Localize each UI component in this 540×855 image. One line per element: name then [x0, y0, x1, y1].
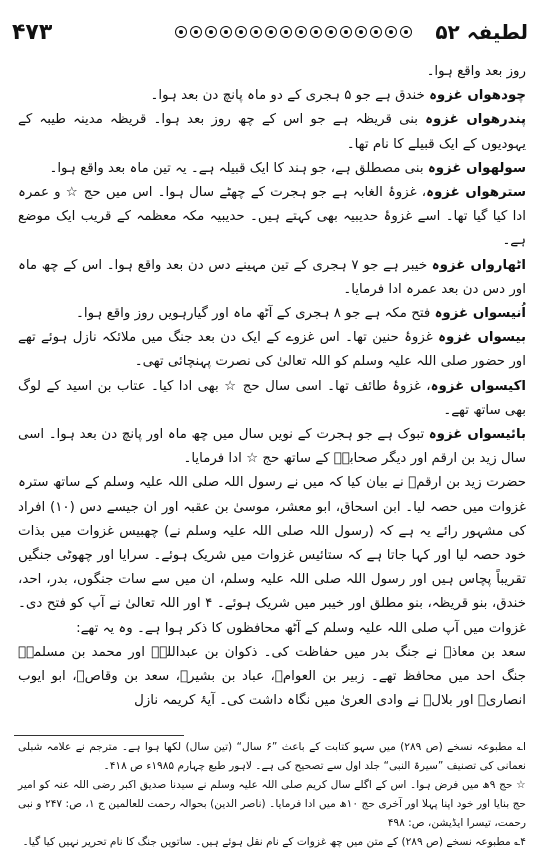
paragraph-text: خندق ہے جو ۵ ہجری کے دو ماہ پانچ دن بعد ہوا۔: [150, 88, 430, 104]
paragraph: [18, 423, 526, 471]
main-text: [18, 60, 526, 713]
page-number: ۴۷۳: [12, 20, 53, 45]
paragraph: [18, 326, 526, 374]
paragraph-lead: سولھواں غزوہ: [427, 160, 526, 176]
footnote: ا؎ مطبوعہ نسخے (ص ۲۸۹) میں سہو کتابت کے باعث ”۶ سال“ (تین سال) لکھا ہوا ہے۔ مترجم نے علامہ شبلی نعمانی کی تصنیف ”سیرۃ النبی“ جلد اول سے تصحیح کی ہے۔ لاہور طبع چہارم ۱۹۸۵ء ص ۴۱۸۔: [18, 741, 526, 772]
paragraph: [18, 375, 526, 423]
paragraph-text: بنی قریظہ ہے جو اس کے چھ روز بعد ہوا۔ قریظہ مدینہ طیبہ کے یہودیوں کے ایک قبیلے کا نام تھا۔: [18, 112, 526, 152]
paragraph-lead: بائیسواں غزوہ: [428, 427, 526, 443]
paragraph: [18, 181, 526, 254]
paragraph-lead: اکیسواں غزوہ: [430, 378, 526, 394]
footnote: ۴؎ مطبوعہ نسخے (ص ۲۸۹) کے متن میں چھ غزوات کے نام نقل ہوئے ہیں۔ ساتویں جنگ کا نام تحریر نہیں کیا گیا۔: [22, 836, 526, 848]
paragraph-text: غزوۂ حنین تھا۔ اس غزوے کے ایک دن بعد جنگ میں ملائکہ نازل ہوئے تھے اور حضور صلی اللہ علیہ وسلم کو اللہ تعالیٰ کی نصرت پہنچائی تھی۔: [18, 330, 526, 370]
paragraph-text: روز بعد واقع ہوا۔: [426, 64, 526, 79]
paragraph: [18, 254, 526, 302]
footnote-divider: [14, 735, 184, 736]
paragraph-lead: چودھواں غزوہ: [429, 88, 526, 104]
paragraph: [18, 302, 526, 326]
paragraph: [18, 108, 526, 156]
paragraph-lead: پندرھواں غزوہ: [425, 112, 526, 128]
footnotes: [18, 738, 526, 852]
paragraph: [18, 60, 526, 84]
paragraph-lead: بیسواں غزوہ: [438, 330, 527, 346]
page-header: [10, 18, 530, 52]
paragraph: [18, 84, 526, 108]
paragraph-lead: اٹھارواں غزوہ: [431, 257, 526, 273]
paragraph-text: تبوک ہے جو ہجرت کے نویں سال میں چھ ماہ اور پانچ دن بعد ہوا۔ اسی سال زید بن ارقم اور دیگر صحابہؓ کے ساتھ حج ☆ ادا فرمایا۔: [18, 427, 526, 467]
paragraph-text: ، غزوۂ الغابہ ہے جو ہجرت کے چھٹے سال ہوا۔ اس میں حج ☆ و عمرہ ادا کیا گیا تھا۔ اسے غزوۂ حدیبیہ بھی کہتے ہیں۔ حدیبیہ مکہ معظمہ کے قریب ایک موضع ہے۔: [18, 185, 526, 249]
running-title: لطیفہ ۵۲: [435, 20, 528, 44]
paragraph: [18, 157, 526, 181]
paragraph-text: سعد بن معاذؓ نے جنگ بدر میں حفاظت کی۔ ذکوان بن عبداللہؓ اور محمد بن مسلمہؓ جنگ احد میں محافظ تھے۔ زبیر بن العوامؓ، عباد بن بشیرؓ، سعد بن وقاصؓ، ابو ایوب انصاریؓ اور بلالؓ نے وادی العریٰ میں نگاہ داشت کی۔ آیۂ کریمہ نازل: [18, 644, 526, 709]
paragraph-lead: سترھواں غزوہ: [426, 185, 527, 201]
paragraph-text: فتح مکہ ہے جو ۸ ہجری کے آٹھ ماہ اور گیارہویں روز واقع ہوا۔: [76, 306, 435, 322]
paragraph-text: بنی مصطلق ہے، جو ہند کا ایک قبیلہ ہے۔ یہ تین ماہ بعد واقع ہوا۔: [49, 160, 428, 176]
paragraph-text: ، غزوۂ طائف تھا۔ اسی سال حج ☆ بھی ادا کیا۔ عتاب بن اسید کے لوگ بھی ساتھ تھے۔: [18, 378, 526, 418]
paragraph: [18, 471, 526, 640]
ornament-divider: [175, 26, 412, 38]
paragraph-text: حضرت زید بن ارقمؓ نے بیان کیا کہ میں نے رسول اللہ صلی اللہ علیہ وسلم کے ساتھ سترہ غزوات میں حصہ لیا۔ ابن اسحاق، ابو معشر، موسیٰ بن عقبہ اور ان جیسے دس (۱۰) افراد کی مشہور رائے یہ ہے کہ (رسول اللہ صلی اللہ علیہ وسلم نے) چھبیس غزوات میں بذات خود حصہ لیا اور کہا جاتا ہے کہ ستائیس غزوات میں شریک ہوئے۔ سرایا اور چھوٹی جنگیں تقریباً پچاس ہیں اور رسول اللہ صلی اللہ علیہ وسلم، ان میں سے سات جنگوں، بدر، احد، خندق، بنو قریظہ، بنو مطلق اور خیبر میں شریک ہوئے۔ ۴ اور اللہ تعالیٰ نے آپ کو فتح دی۔ غزوات میں آپ صلی اللہ علیہ وسلم کے آٹھ محافظوں کا ذکر ہوا ہے۔ وہ یہ تھے:: [18, 475, 526, 636]
footnote: ☆ حج ۹ھ میں فرض ہوا۔ اس کے اگلے سال کریم صلی اللہ علیہ وسلم نے سیدنا صدیق اکبر رضی اللہ عنہ کو امیر حج بنایا اور خود اپنا پہلا اور آخری حج ۱۰ھ میں ادا فرمایا۔ (ناصر الدین) بحوالہ رحمت للعالمین ج ۱، ص: ۲۴۷ و نبی رحمت، تیسرا ایڈیشن، ص: ۴۹۸: [18, 779, 526, 829]
paragraph-text: خیبر ہے جو ۷ ہجری کے تین مہینے دس دن بعد واقع ہوا۔ اس کے چھ ماہ اور دس دن بعد عمرہ ادا فرمایا۔: [18, 257, 526, 297]
paragraph: [18, 641, 526, 714]
paragraph-lead: اُنیسواں غزوہ: [434, 306, 526, 322]
